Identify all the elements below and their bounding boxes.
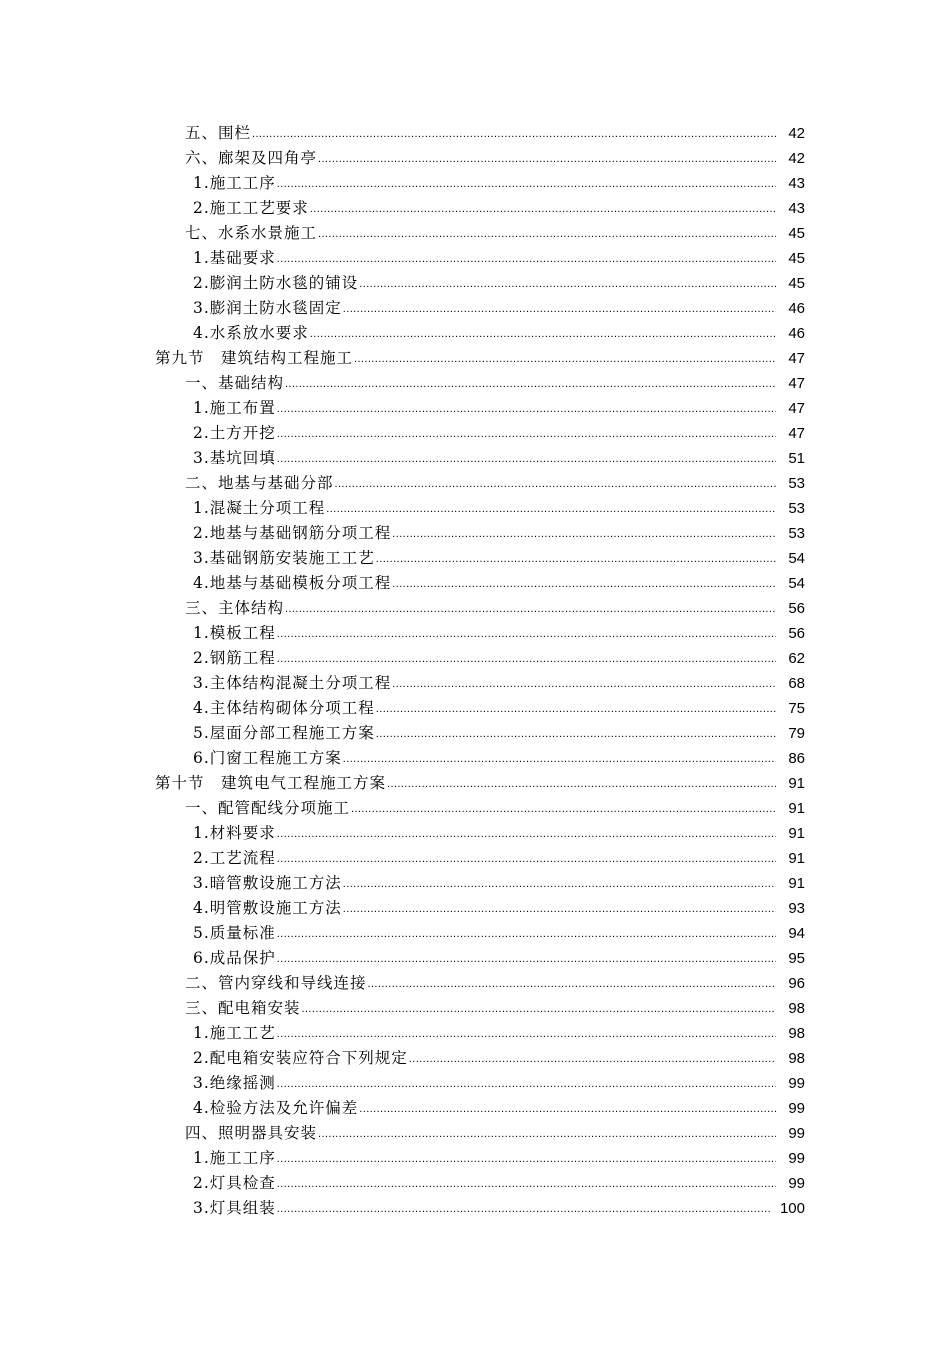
toc-dot-leader bbox=[392, 671, 776, 696]
toc-entry-page-number: 75 bbox=[788, 700, 805, 717]
toc-entry-page-number: 99 bbox=[788, 1175, 805, 1192]
toc-dot-leader bbox=[318, 221, 776, 246]
toc-dot-leader bbox=[318, 146, 776, 171]
toc-entry-title: 1.施工工艺 bbox=[193, 1024, 276, 1042]
toc-entry-page-number: 98 bbox=[788, 1050, 805, 1067]
toc-entry-page-number: 54 bbox=[788, 575, 805, 592]
toc-entry-page-number: 56 bbox=[788, 625, 805, 642]
toc-dot-leader bbox=[277, 1196, 770, 1221]
toc-dot-leader bbox=[343, 296, 776, 321]
toc-entry-title: 4.水系放水要求 bbox=[193, 324, 309, 342]
toc-dot-leader bbox=[285, 596, 776, 621]
toc-entry-page-number: 91 bbox=[788, 775, 805, 792]
toc-entry[interactable] bbox=[0, 821, 950, 846]
toc-entry[interactable] bbox=[0, 596, 950, 621]
toc-dot-leader bbox=[252, 121, 776, 146]
toc-entry-title: 1.基础要求 bbox=[193, 249, 276, 267]
toc-entry[interactable] bbox=[0, 571, 950, 596]
toc-entry-title: 3.膨润土防水毯固定 bbox=[193, 299, 342, 317]
toc-dot-leader bbox=[277, 171, 776, 196]
toc-entry-page-number: 47 bbox=[788, 400, 805, 417]
toc-dot-leader bbox=[376, 696, 776, 721]
toc-entry[interactable] bbox=[0, 146, 950, 171]
toc-entry-title: 一、基础结构 bbox=[185, 374, 285, 392]
toc-entry[interactable] bbox=[0, 221, 950, 246]
toc-dot-leader bbox=[277, 1071, 776, 1096]
toc-entry[interactable] bbox=[0, 621, 950, 646]
toc-entry-page-number: 46 bbox=[788, 325, 805, 342]
toc-entry-title: 二、管内穿线和导线连接 bbox=[185, 974, 367, 992]
toc-entry-title: 1.混凝土分项工程 bbox=[193, 499, 326, 517]
toc-entry-title: 5.屋面分部工程施工方案 bbox=[193, 724, 375, 742]
toc-entry-title: 四、照明器具安装 bbox=[185, 1124, 318, 1142]
toc-dot-leader bbox=[277, 1146, 776, 1171]
toc-dot-leader bbox=[343, 896, 776, 921]
toc-dot-leader bbox=[277, 921, 776, 946]
toc-entry-title: 3.灯具组装 bbox=[193, 1199, 276, 1217]
toc-entry-page-number: 98 bbox=[788, 1025, 805, 1042]
toc-entry[interactable] bbox=[0, 796, 950, 821]
toc-entry-page-number: 98 bbox=[788, 1000, 805, 1017]
toc-dot-leader bbox=[277, 246, 776, 271]
toc-entry-title: 2.工艺流程 bbox=[193, 849, 276, 867]
toc-entry-title: 三、主体结构 bbox=[185, 599, 285, 617]
toc-dot-leader bbox=[376, 546, 776, 571]
toc-dot-leader bbox=[277, 821, 776, 846]
toc-entry-page-number: 47 bbox=[788, 350, 805, 367]
toc-entry-page-number: 99 bbox=[788, 1100, 805, 1117]
toc-entry[interactable] bbox=[0, 321, 950, 346]
toc-entry[interactable] bbox=[0, 721, 950, 746]
toc-entry-title: 1.模板工程 bbox=[193, 624, 276, 642]
toc-entry-page-number: 96 bbox=[788, 975, 805, 992]
toc-entry-title: 3.基坑回填 bbox=[193, 449, 276, 467]
toc-entry[interactable] bbox=[0, 896, 950, 921]
toc-entry-page-number: 42 bbox=[788, 150, 805, 167]
toc-dot-leader bbox=[335, 471, 776, 496]
toc-entry-title: 3.主体结构混凝土分项工程 bbox=[193, 674, 392, 692]
toc-entry-page-number: 43 bbox=[788, 200, 805, 217]
toc-entry-page-number: 45 bbox=[788, 225, 805, 242]
toc-dot-leader bbox=[343, 746, 776, 771]
toc-entry[interactable] bbox=[0, 1171, 950, 1196]
toc-entry-page-number: 91 bbox=[788, 850, 805, 867]
toc-dot-leader bbox=[277, 421, 776, 446]
toc-dot-leader bbox=[277, 446, 776, 471]
toc-dot-leader bbox=[310, 321, 776, 346]
toc-entry-title: 第十节 建筑电气工程施工方案 bbox=[155, 774, 387, 792]
toc-dot-leader bbox=[277, 1171, 776, 1196]
toc-entry-title: 一、配管配线分项施工 bbox=[185, 799, 351, 817]
toc-dot-leader bbox=[376, 721, 776, 746]
toc-entry-page-number: 99 bbox=[788, 1125, 805, 1142]
toc-entry[interactable] bbox=[0, 1096, 950, 1121]
toc-entry-title: 2.膨润土防水毯的铺设 bbox=[193, 274, 359, 292]
toc-entry-title: 4.明管敷设施工方法 bbox=[193, 899, 342, 917]
toc-entry-page-number: 53 bbox=[788, 525, 805, 542]
toc-entry-title: 4.检验方法及允许偏差 bbox=[193, 1099, 359, 1117]
toc-entry[interactable] bbox=[0, 846, 950, 871]
toc-entry[interactable] bbox=[0, 296, 950, 321]
toc-entry-title: 2.施工工艺要求 bbox=[193, 199, 309, 217]
toc-entry[interactable] bbox=[0, 196, 950, 221]
toc-dot-leader bbox=[368, 971, 776, 996]
toc-entry-page-number: 42 bbox=[788, 125, 805, 142]
toc-entry-page-number: 91 bbox=[788, 800, 805, 817]
toc-entry-page-number: 45 bbox=[788, 250, 805, 267]
toc-dot-leader bbox=[285, 371, 776, 396]
toc-entry[interactable] bbox=[0, 171, 950, 196]
toc-entry-title: 2.灯具检查 bbox=[193, 1174, 276, 1192]
toc-entry[interactable] bbox=[0, 946, 950, 971]
toc-entry-title: 4.主体结构砌体分项工程 bbox=[193, 699, 375, 717]
toc-entry[interactable] bbox=[0, 496, 950, 521]
toc-entry-page-number: 47 bbox=[788, 425, 805, 442]
toc-entry[interactable] bbox=[0, 1046, 950, 1071]
toc-entry-page-number: 94 bbox=[788, 925, 805, 942]
toc-entry[interactable] bbox=[0, 646, 950, 671]
toc-dot-leader bbox=[392, 571, 776, 596]
toc-entry[interactable] bbox=[0, 346, 950, 371]
toc-entry[interactable] bbox=[0, 121, 950, 146]
toc-entry-title: 4.地基与基础模板分项工程 bbox=[193, 574, 392, 592]
toc-entry[interactable] bbox=[0, 771, 950, 796]
toc-entry[interactable] bbox=[0, 271, 950, 296]
toc-dot-leader bbox=[277, 646, 776, 671]
toc-entry-title: 6.成品保护 bbox=[193, 949, 276, 967]
toc-entry[interactable] bbox=[0, 471, 950, 496]
toc-entry-page-number: 79 bbox=[788, 725, 805, 742]
toc-dot-leader bbox=[387, 771, 776, 796]
toc-dot-leader bbox=[277, 846, 776, 871]
toc-entry-page-number: 100 bbox=[779, 1200, 805, 1217]
toc-dot-leader bbox=[392, 521, 776, 546]
toc-dot-leader bbox=[359, 1096, 776, 1121]
toc-entry-page-number: 99 bbox=[788, 1150, 805, 1167]
toc-dot-leader bbox=[359, 271, 776, 296]
toc-entry[interactable] bbox=[0, 1196, 950, 1221]
toc-entry[interactable] bbox=[0, 421, 950, 446]
toc-entry-page-number: 56 bbox=[788, 600, 805, 617]
toc-entry-page-number: 86 bbox=[788, 750, 805, 767]
toc-entry-page-number: 53 bbox=[788, 500, 805, 517]
toc-entry-title: 2.地基与基础钢筋分项工程 bbox=[193, 524, 392, 542]
toc-entry-page-number: 46 bbox=[788, 300, 805, 317]
toc-entry-page-number: 45 bbox=[788, 275, 805, 292]
toc-entry[interactable] bbox=[0, 521, 950, 546]
toc-entry[interactable] bbox=[0, 1121, 950, 1146]
toc-dot-leader bbox=[277, 621, 776, 646]
toc-entry-title: 2.土方开挖 bbox=[193, 424, 276, 442]
toc-entry[interactable] bbox=[0, 246, 950, 271]
toc-dot-leader bbox=[343, 871, 776, 896]
toc-entry-page-number: 95 bbox=[788, 950, 805, 967]
toc-entry-page-number: 91 bbox=[788, 875, 805, 892]
toc-entry[interactable] bbox=[0, 971, 950, 996]
toc-dot-leader bbox=[354, 346, 776, 371]
toc-entry[interactable] bbox=[0, 696, 950, 721]
toc-entry[interactable] bbox=[0, 396, 950, 421]
toc-entry[interactable] bbox=[0, 921, 950, 946]
toc-dot-leader bbox=[351, 796, 776, 821]
toc-entry-page-number: 54 bbox=[788, 550, 805, 567]
toc-entry-page-number: 68 bbox=[788, 675, 805, 692]
toc-entry[interactable] bbox=[0, 746, 950, 771]
toc-entry[interactable] bbox=[0, 996, 950, 1021]
toc-entry-page-number: 99 bbox=[788, 1075, 805, 1092]
toc-dot-leader bbox=[302, 996, 776, 1021]
table-of-contents bbox=[0, 121, 950, 1221]
toc-entry[interactable] bbox=[0, 546, 950, 571]
toc-entry-page-number: 93 bbox=[788, 900, 805, 917]
toc-entry-title: 1.施工工序 bbox=[193, 1149, 276, 1167]
toc-entry-title: 六、廊架及四角亭 bbox=[185, 149, 318, 167]
toc-entry-page-number: 91 bbox=[788, 825, 805, 842]
toc-entry-title: 五、围栏 bbox=[185, 124, 252, 142]
toc-dot-leader bbox=[277, 396, 776, 421]
toc-dot-leader bbox=[409, 1046, 776, 1071]
toc-entry[interactable] bbox=[0, 1146, 950, 1171]
toc-entry-title: 第九节 建筑结构工程施工 bbox=[155, 349, 354, 367]
toc-entry-page-number: 43 bbox=[788, 175, 805, 192]
toc-entry-page-number: 47 bbox=[788, 375, 805, 392]
toc-entry-title: 1.施工布置 bbox=[193, 399, 276, 417]
toc-dot-leader bbox=[277, 1021, 776, 1046]
toc-entry-title: 3.基础钢筋安装施工工艺 bbox=[193, 549, 375, 567]
toc-entry-title: 3.暗管敷设施工方法 bbox=[193, 874, 342, 892]
toc-entry-title: 1.材料要求 bbox=[193, 824, 276, 842]
toc-entry-title: 三、配电箱安装 bbox=[185, 999, 301, 1017]
toc-dot-leader bbox=[326, 496, 776, 521]
toc-entry[interactable] bbox=[0, 671, 950, 696]
toc-entry-page-number: 53 bbox=[788, 475, 805, 492]
toc-entry-title: 2.钢筋工程 bbox=[193, 649, 276, 667]
toc-entry-title: 七、水系水景施工 bbox=[185, 224, 318, 242]
toc-entry-title: 6.门窗工程施工方案 bbox=[193, 749, 342, 767]
toc-entry-title: 1.施工工序 bbox=[193, 174, 276, 192]
toc-entry-page-number: 62 bbox=[788, 650, 805, 667]
toc-entry[interactable] bbox=[0, 1021, 950, 1046]
toc-entry-title: 二、地基与基础分部 bbox=[185, 474, 334, 492]
toc-entry-title: 5.质量标准 bbox=[193, 924, 276, 942]
toc-entry[interactable] bbox=[0, 871, 950, 896]
toc-dot-leader bbox=[277, 946, 776, 971]
toc-entry[interactable] bbox=[0, 371, 950, 396]
toc-entry[interactable] bbox=[0, 1071, 950, 1096]
toc-entry[interactable] bbox=[0, 446, 950, 471]
toc-dot-leader bbox=[318, 1121, 776, 1146]
toc-entry-title: 2.配电箱安装应符合下列规定 bbox=[193, 1049, 408, 1067]
toc-dot-leader bbox=[310, 196, 776, 221]
toc-entry-title: 3.绝缘摇测 bbox=[193, 1074, 276, 1092]
toc-entry-page-number: 51 bbox=[788, 450, 805, 467]
